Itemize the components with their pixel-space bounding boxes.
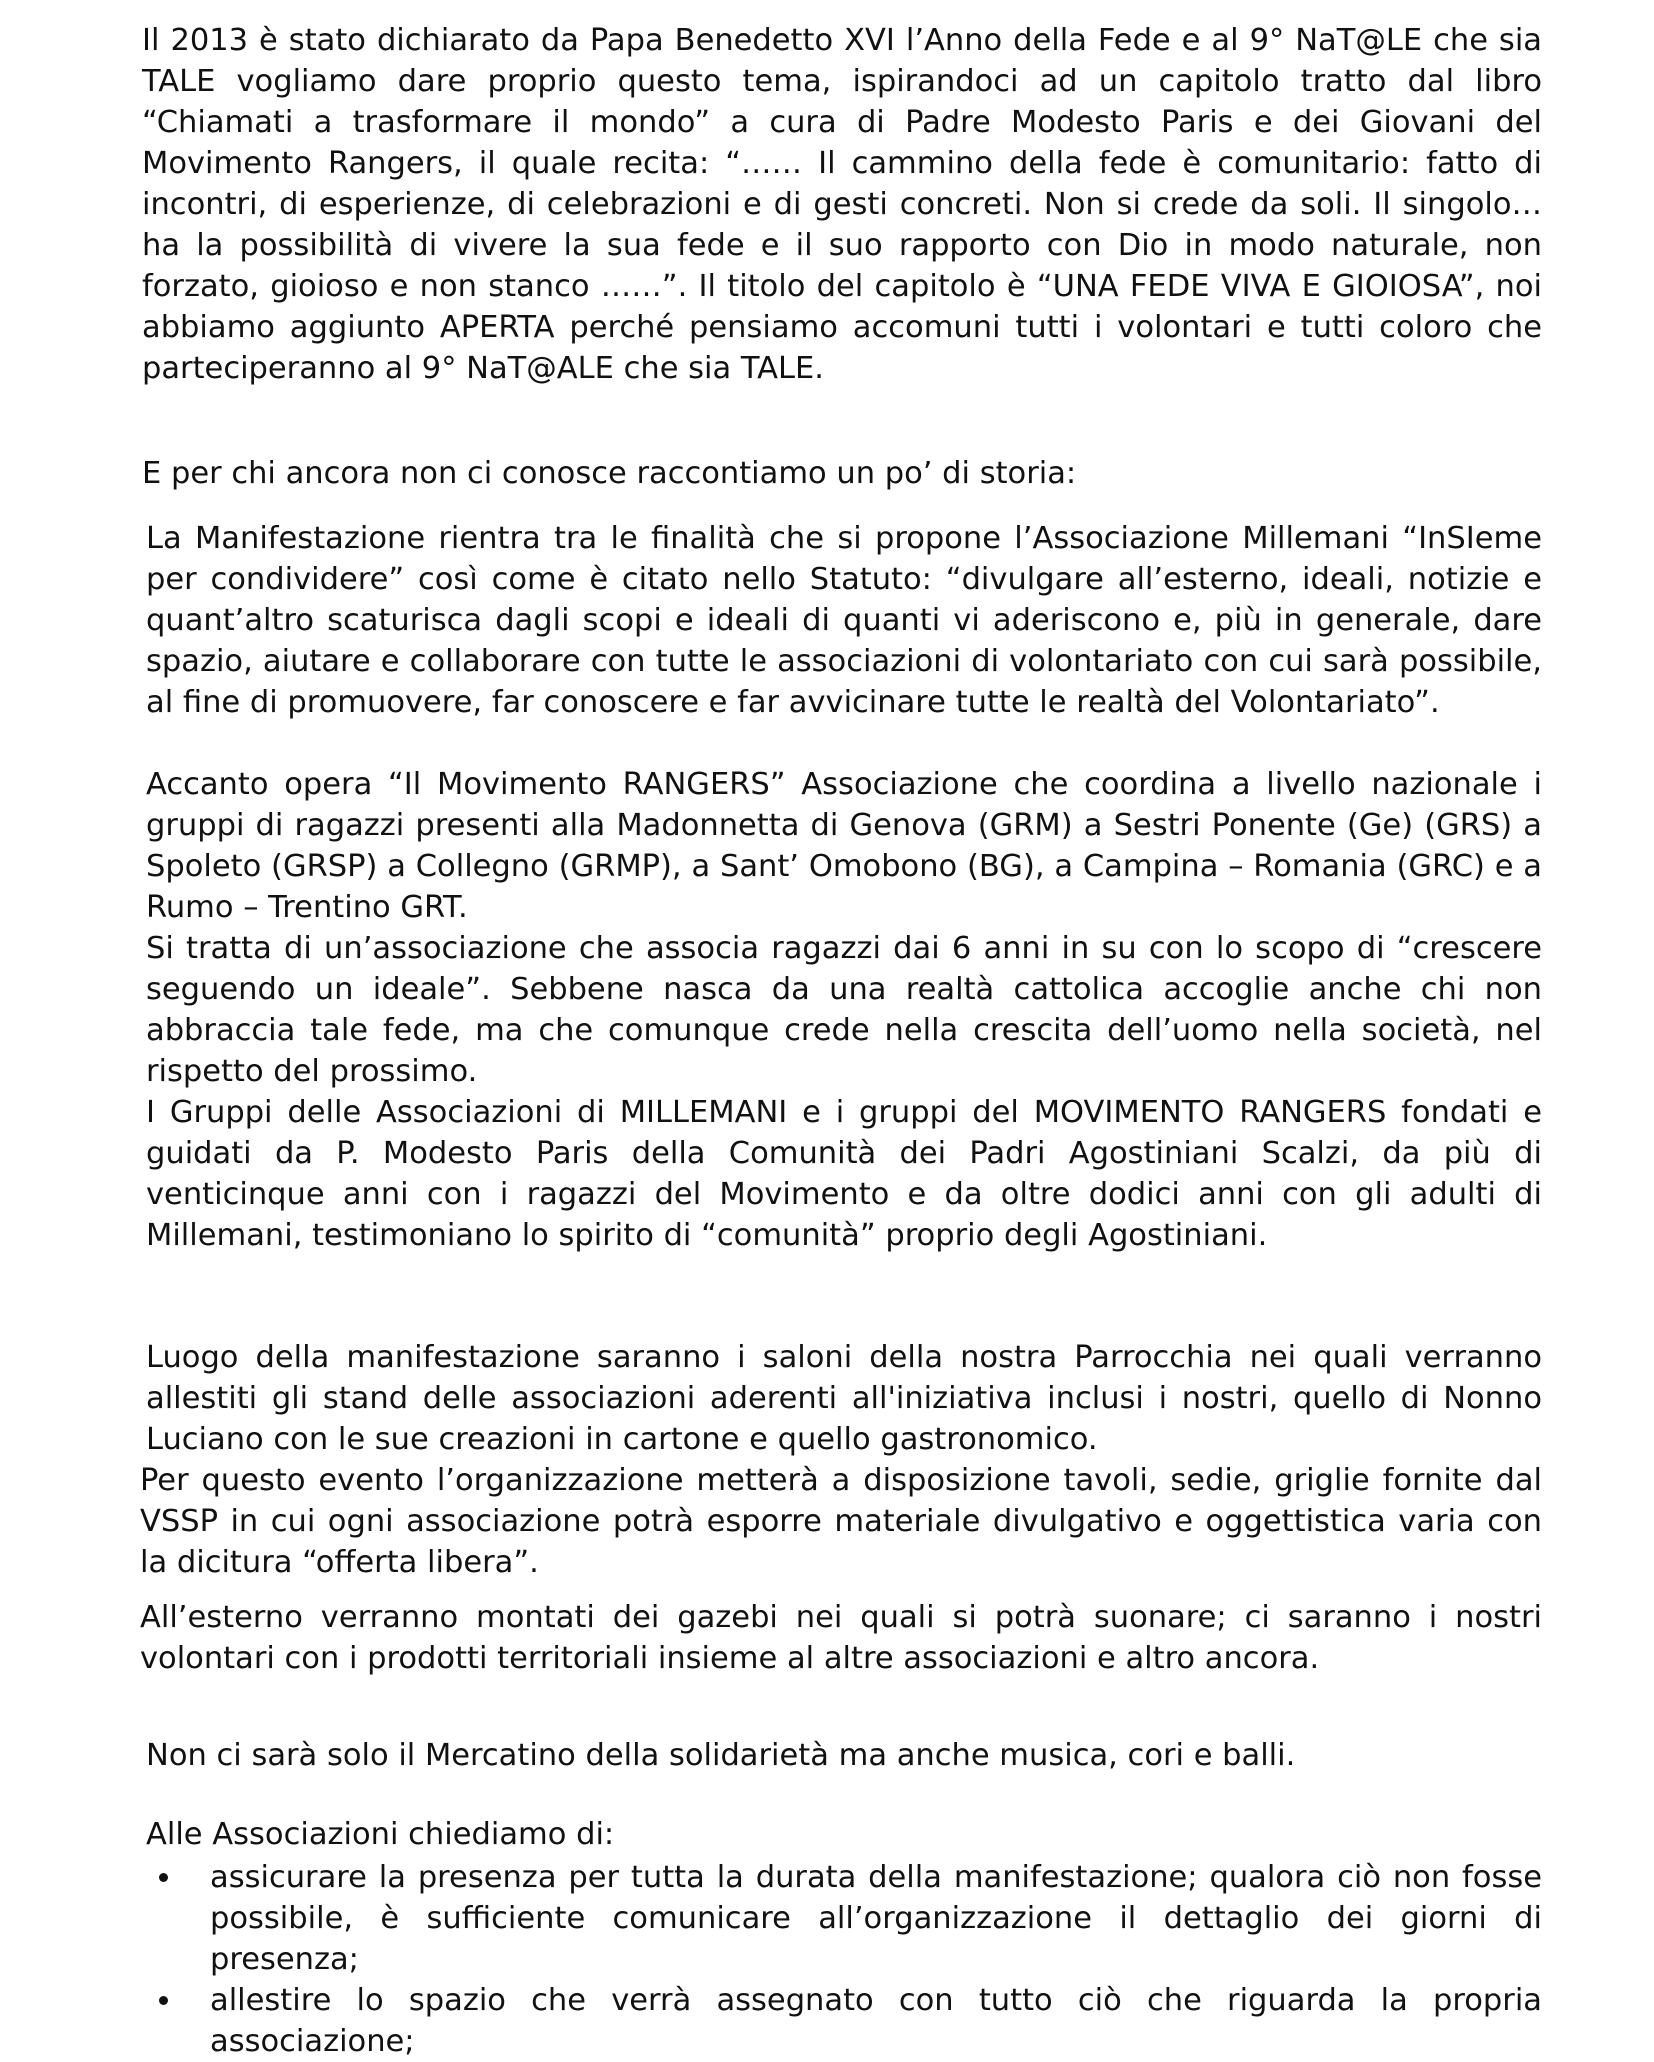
paragraph-luogo-manifestazione: Luogo della manifestazione saranno i saloni della nostra Parrocchia nei quali verranno allestiti gli stand delle associazioni aderenti all'iniziativa inclusi i nostri, quello di Nonno Luciano con le sue creazioni in cartone e quello gastronomico. (146, 1340, 1542, 1457)
bullet-icon (159, 1873, 168, 1882)
paragraph-associazione-ragazzi: Si tratta di un’associazione che associa ragazzi dai 6 anni in su con lo scopo di “crescere seguendo un ideale”. Sebbene nasca da una realtà cattolica accoglie anche chi non abbraccia tale fede, ma che comunque crede nella crescita dell’uomo nella società, nel rispetto del prossimo. (146, 931, 1542, 1089)
bullet-icon (159, 1996, 168, 2005)
list-item-text: assicurare la presenza per tutta la durata della manifestazione; qualora ciò non fosse possibile, è sufficiente comunicare all’organizzazione il dettaglio dei giorni di presenza; (210, 1860, 1542, 1977)
paragraph-organizzazione-evento: Per questo evento l’organizzazione metterà a disposizione tavoli, sedie, griglie fornite dal VSSP in cui ogni associazione potrà esporre materiale divulgativo e oggettistica varia con la dicitura “offerta libera”. (140, 1463, 1542, 1580)
list-item-text: allestire lo spazio che verrà assegnato con tutto ciò che riguarda la propria associazione; (210, 1983, 1542, 2059)
paragraph-richieste-associazioni: Alle Associazioni chiediamo di: (146, 1817, 615, 1852)
paragraph-manifestazione-millemani: La Manifestazione rientra tra le finalità che si propone l’Associazione Millemani “InSIeme per condividere” così come è citato nello Statuto: “divulgare all’esterno, ideali, notizie e quant’altro scaturisca dagli scopi e ideali di quanti vi aderiscono e, più in generale, dare spazio, aiutare e collaborare con tutte le associazioni di volontariato con cui sarà possibile, al fine di promuovere, far conoscere e far avvicinare tutte le realtà del Volontariato”. (146, 521, 1542, 720)
paragraph-gruppi-millemani-rangers: I Gruppi delle Associazioni di MILLEMANI e i gruppi del MOVIMENTO RANGERS fondati e guidati da P. Modesto Paris della Comunità dei Padri Agostiniani Scalzi, da più di venticinque anni con i ragazzi del Movimento e da oltre dodici anni con gli adulti di Millemani, testimoniano lo spirito di “comunità” proprio degli Agostiniani. (146, 1095, 1542, 1253)
paragraph-anno-della-fede: Il 2013 è stato dichiarato da Papa Benedetto XVI l’Anno della Fede e al 9° NaT@LE che sia TALE vogliamo dare proprio questo tema, ispirandoci ad un capitolo tratto dal libro “Chiamati a trasformare il mondo” a cura di Padre Modesto Paris e dei Giovani del Movimento Rangers, il quale recita: “…… Il cammino della fede è comunitario: fatto di incontri, di esperienze, di celebrazioni e di gesti concreti. Non si crede da soli. Il singolo… ha la possibilità di vivere la sua fede e il suo rapporto con Dio in modo naturale, non forzato, gioioso e non stanco ……”. Il titolo del capitolo è “UNA FEDE VIVA E GIOIOSA”, noi abbiamo aggiunto APERTA perché pensiamo accomuni tutti i volontari e tutti coloro che parteciperanno al 9° NaT@ALE che sia TALE. (142, 23, 1542, 386)
paragraph-movimento-rangers: Accanto opera “Il Movimento RANGERS” Associazione che coordina a livello nazionale i gruppi di ragazzi presenti alla Madonnetta di Genova (GRM) a Sestri Ponente (Ge) (GRS) a Spoleto (GRSP) a Collegno (GRMP), a Sant’ Omobono (BG), a Campina – Romania (GRC) e a Rumo – Trentino GRT. (146, 767, 1542, 925)
bullet-list (146, 1857, 1542, 2062)
paragraph-intro-storia: E per chi ancora non ci conosce raccontiamo un po’ di storia: (142, 456, 1077, 491)
paragraph-gazebi-esterno: All’esterno verranno montati dei gazebi nei quali si potrà suonare; ci saranno i nostri volontari con i prodotti territoriali insieme al altre associazioni e altro ancora. (140, 1600, 1542, 1676)
list-item (146, 1857, 1542, 1980)
list-item (146, 1980, 1542, 2062)
paragraph-mercatino: Non ci sarà solo il Mercatino della solidarietà ma anche musica, cori e balli. (146, 1738, 1296, 1773)
